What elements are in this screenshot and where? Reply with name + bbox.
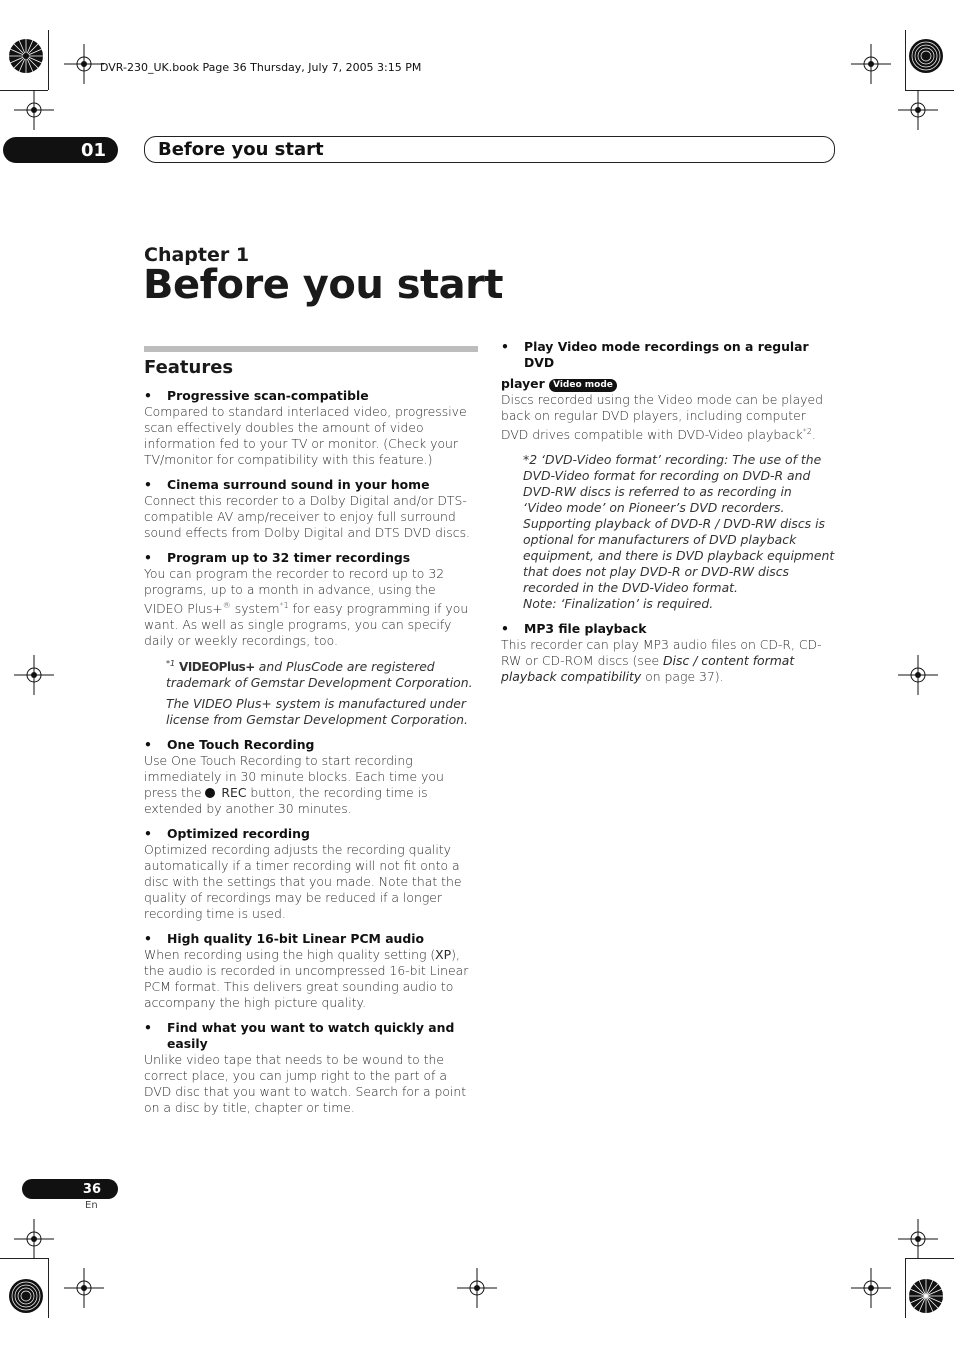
registered-mark: ® xyxy=(222,601,231,610)
rec-button-label: REC xyxy=(221,785,247,801)
feature-body xyxy=(501,392,835,443)
footnote xyxy=(501,452,835,612)
crosshair-target-icon xyxy=(14,90,54,130)
crosshair-target-icon xyxy=(64,1268,104,1308)
feature-item xyxy=(144,931,478,1011)
feature-title: • High quality 16-bit Linear PCM audio xyxy=(144,931,478,947)
chapter-number-tab: 01 xyxy=(3,137,118,163)
feature-item xyxy=(144,550,478,649)
crosshair-target-icon xyxy=(851,44,891,84)
feature-title: • Find what you want to watch quickly and easily xyxy=(144,1020,478,1052)
feature-item xyxy=(144,1020,478,1116)
registration-sunburst-icon xyxy=(8,38,44,74)
footnote-text: The VIDEO Plus+ system is manufactured under license from Gemstar Development Corporation. xyxy=(166,696,468,728)
running-header-title: Before you start xyxy=(158,139,324,160)
feature-body-text: system xyxy=(230,601,280,617)
feature-body-text: When recording using the high quality setting ( xyxy=(144,947,436,963)
footnote-text: Note: ‘Finalization’ is required. xyxy=(523,596,714,612)
footnote-ref: *1 xyxy=(279,601,289,610)
crop-line xyxy=(905,30,906,90)
feature-body-text: Use One Touch Recording to start recording immediately in 30 minute blocks. Each time you press the xyxy=(144,753,444,801)
video-mode-badge: Video mode xyxy=(549,379,617,392)
language-code: En xyxy=(85,1200,98,1211)
crop-line xyxy=(48,30,49,90)
feature-body-text: ), the audio is recorded in uncompressed 16-bit Linear PCM format. This delivers great sounding audio to accompany the high picture quality. xyxy=(144,947,469,1011)
feature-title: • MP3 file playback xyxy=(501,621,835,637)
feature-title: • Cinema surround sound in your home xyxy=(144,477,478,493)
feature-body-text: You can program the recorder to record up to 32 programs, up to a month in advance, using the VIDEO Plus+ xyxy=(144,566,445,617)
feature-body xyxy=(144,566,478,649)
feature-body-text: button, the recording time is extended by another 30 minutes. xyxy=(144,785,428,817)
registration-sunburst-icon xyxy=(908,1278,944,1314)
feature-body: Optimized recording adjusts the recording quality automatically if a timer recording will not fit onto a disc with the settings that you made. Note that the quality of recordings may be reduced if a longer recording time is used. xyxy=(144,842,462,922)
crosshair-target-icon xyxy=(851,1268,891,1308)
print-info: DVR-230_UK.book Page 36 Thursday, July 7, 2005 3:15 PM xyxy=(100,61,422,74)
feature-title: • One Touch Recording xyxy=(144,737,478,753)
section-heading: Features xyxy=(144,357,234,378)
feature-body-text: Discs recorded using the Video mode can be played back on regular DVD players, including computer DVD drives compatible with DVD-Video playback xyxy=(501,392,823,443)
feature-body xyxy=(144,753,478,817)
feature-body-text: on page 37). xyxy=(641,669,724,685)
right-column xyxy=(501,339,835,694)
feature-item xyxy=(144,826,478,922)
feature-title: • Progressive scan-compatible xyxy=(144,388,478,404)
crosshair-target-icon xyxy=(14,1219,54,1259)
crop-line xyxy=(905,1258,906,1318)
page-title: Before you start xyxy=(143,262,504,308)
chapter-label: Chapter 1 xyxy=(144,244,250,266)
feature-item xyxy=(144,477,478,541)
footnote-text: *2 ‘DVD-Video format’ recording: The use of the DVD-Video format for recording on DVD-R and DVD-RW discs is referred to as recording in ‘Video mode’ on Pioneer’s DVD recorders. Supporting playback of DVD-R / DVD-RW discs is optional for manufacturers of DVD playback equipment, and there is DVD playback equipment that does not play DVD-R or DVD-RW discs recorded in the DVD-Video format. xyxy=(523,452,835,596)
crosshair-target-icon xyxy=(898,90,938,130)
feature-item xyxy=(501,339,835,443)
feature-item xyxy=(144,388,478,468)
feature-body-text: This recorder can play MP3 audio files on CD-R, CD-RW or CD-ROM discs (see xyxy=(501,637,822,669)
xp-setting-label: XP xyxy=(435,947,452,963)
feature-title: • Optimized recording xyxy=(144,826,478,842)
feature-body-text: for easy programming if you want. As well as single programs, you can specify daily or weekly recordings, too. xyxy=(144,601,469,649)
crosshair-target-icon xyxy=(14,655,54,695)
crosshair-target-icon xyxy=(64,44,104,84)
crosshair-target-icon xyxy=(457,1268,497,1308)
registration-sunburst-icon xyxy=(908,38,944,74)
registration-sunburst-icon xyxy=(8,1278,44,1314)
videoplus-logo: VIDEOPlus+ xyxy=(179,660,255,675)
running-header xyxy=(144,136,835,163)
crosshair-target-icon xyxy=(898,655,938,695)
feature-body-text: . xyxy=(811,427,816,443)
footnote-text: and PlusCode are registered trademark of Gemstar Development Corporation. xyxy=(166,659,473,691)
record-dot-icon xyxy=(205,788,215,798)
crosshair-target-icon xyxy=(898,1219,938,1259)
feature-body: Compared to standard interlaced video, progressive scan effectively doubles the amount of video information fed to your TV or monitor. (Check your TV/monitor for compatibility with this feature.) xyxy=(144,404,467,467)
page-number: 36 xyxy=(22,1179,118,1199)
feature-item xyxy=(501,621,835,685)
section-divider xyxy=(144,346,478,352)
feature-body: Unlike video tape that needs to be wound to the correct place, you can jump right to the part of a DVD disc that you want to watch. Search for a point on a disc by title, chapter or time. xyxy=(144,1052,467,1116)
footnote-ref: *2 xyxy=(802,427,812,436)
left-column xyxy=(144,388,478,1125)
footnote-marker: *1 xyxy=(166,659,176,669)
feature-body: Connect this recorder to a Dolby Digital and/or DTS-compatible AV amp/receiver to enjoy full surround sound effects from Dolby Digital and DTS DVD discs. xyxy=(144,493,470,540)
cross-reference: Disc / content format playback compatibility xyxy=(501,653,795,685)
feature-body xyxy=(144,947,478,1011)
feature-item xyxy=(144,737,478,817)
feature-title-text: player xyxy=(501,376,545,391)
feature-body xyxy=(501,637,835,685)
feature-title-cont xyxy=(501,376,835,392)
feature-title: • Program up to 32 timer recordings xyxy=(144,550,478,566)
footnote xyxy=(144,656,478,728)
feature-title: • Play Video mode recordings on a regular DVD xyxy=(501,339,835,371)
crop-line xyxy=(48,1258,49,1318)
